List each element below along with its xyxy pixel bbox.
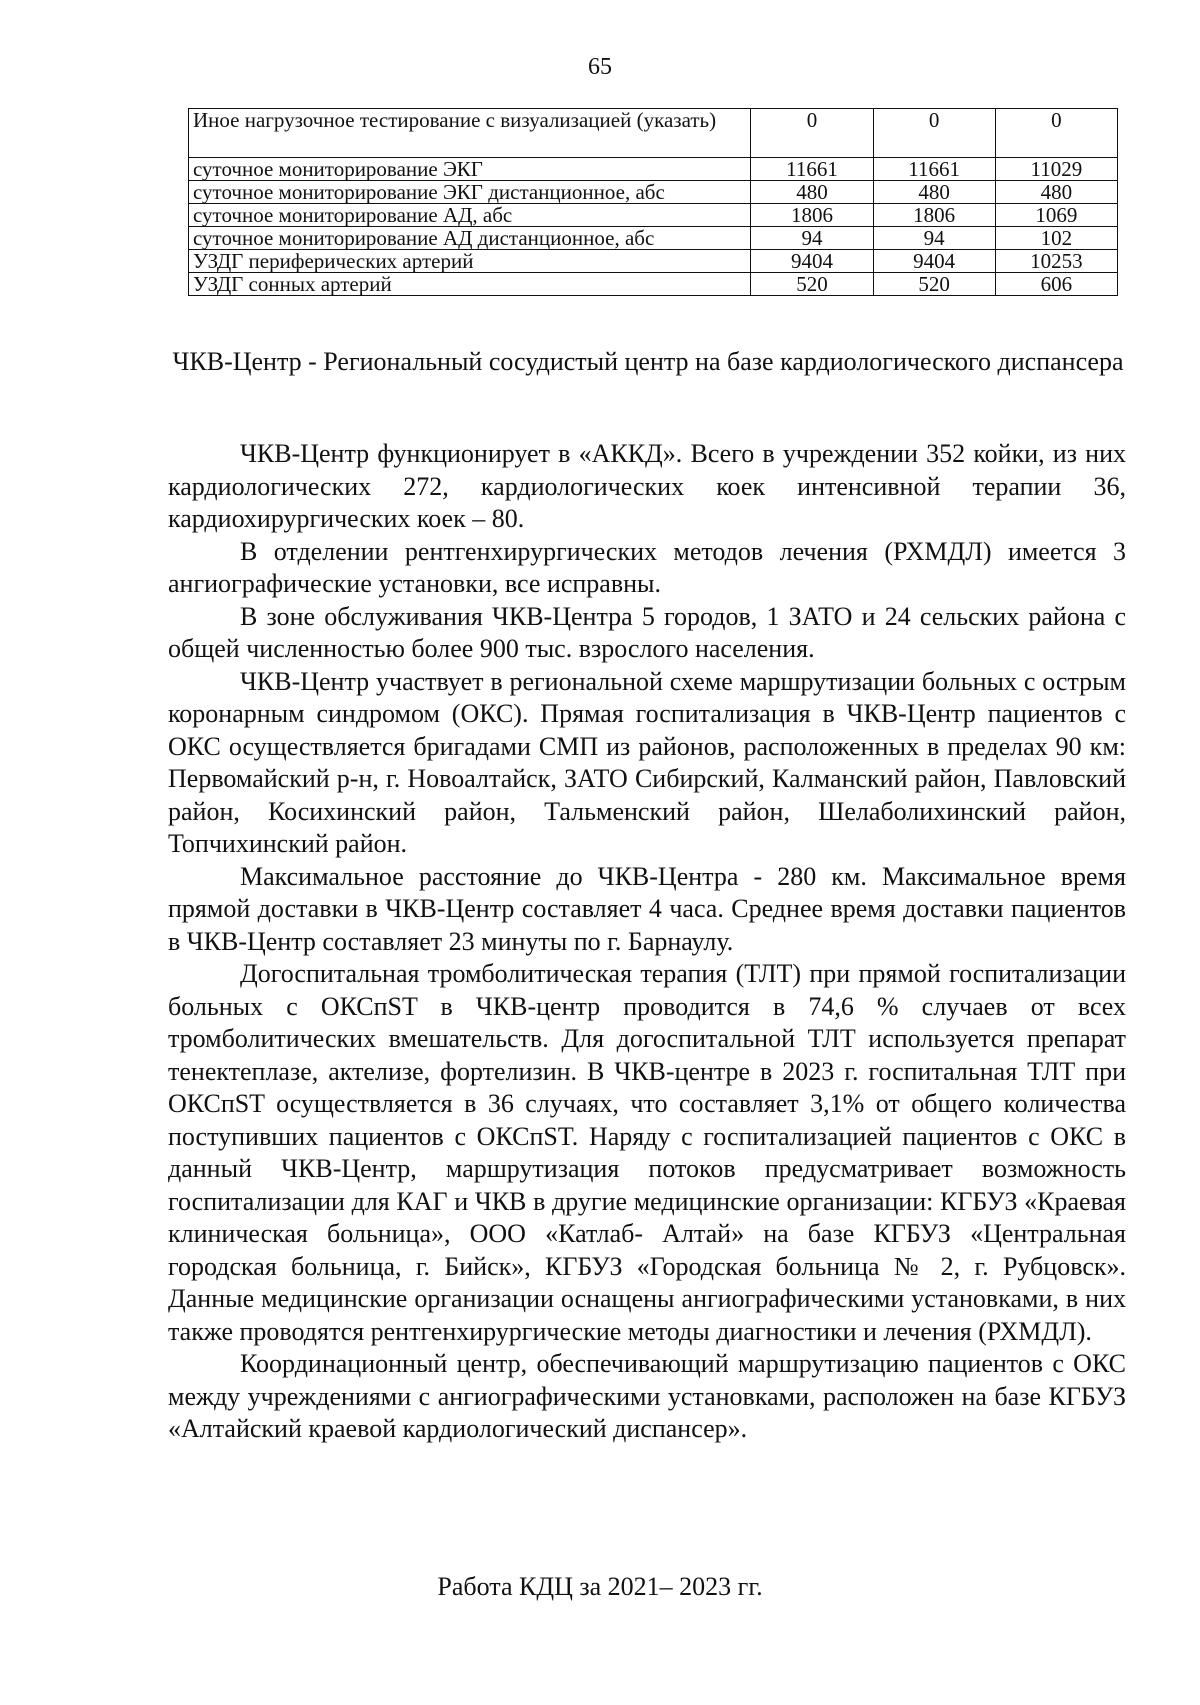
paragraph: В зоне обслуживания ЧКВ-Центра 5 городов, 1 ЗАТО и 24 сельских района с общей численностью более 900 тыс. взрослого населения. (168, 601, 1126, 663)
value-2021: 480 (751, 181, 873, 204)
paragraph: ЧКВ-Центр участвует в региональной схеме маршрутизации больных с острым коронарным синдромом (ОКС). Прямая госпитализация в ЧКВ-Центр пациентов с ОКС осуществляется бригадами СМП из районов, расположенных в пределах 90 км: Первомайский р-н, г. Новоалтайск, ЗАТО Сибирский, Калманский район, Павловский район, Косихинский район, Тальменский район, Шелаболихинский район, Топчихинский район. (168, 666, 1126, 858)
row-label: УЗДГ периферических артерий (189, 250, 751, 273)
paragraph: В отделении рентгенхирургических методов лечения (РХМДЛ) имеется 3 ангиографические установки, все исправны. (168, 536, 1126, 598)
table-row (189, 158, 1118, 181)
table-row (189, 109, 1118, 158)
value-2021: 0 (751, 109, 873, 158)
body-text (168, 438, 1126, 1446)
paragraph: Догоспитальная тромболитическая терапия (ТЛТ) при прямой госпитализации больных с ОКСпST в ЧКВ-центр проводится в 74,6 % случаев от всех тромболитических вмешательств. Для догоспитальной ТЛТ используется препарат тенектеплазе, актелизе, фортелизин. В ЧКВ-центре в 2023 г. госпитальная ТЛТ при ОКСпST осуществляется в 36 случаях, что составляет 3,1% от общего количества поступивших пациентов с ОКСпST. Наряду с госпитализацией пациентов с ОКС в данный ЧКВ-Центр, маршрутизация потоков предусматривает возможность госпитализации для КАГ и ЧКВ в другие медицинские организации: КГБУЗ «Краевая клиническая больница», ООО «Катлаб- Алтай» на базе КГБУЗ «Центральная городская больница, г. Бийск», КГБУЗ «Городская больница № 2, г. Рубцовск». Данные медицинские организации оснащены ангиографическими установками, в них также проводятся рентгенхирургические методы диагностики и лечения (РХМДЛ). (168, 959, 1126, 1346)
value-2022: 480 (873, 181, 995, 204)
value-2022: 520 (873, 273, 995, 296)
value-2023: 1069 (995, 204, 1117, 227)
value-2022: 94 (873, 227, 995, 250)
value-2022: 0 (873, 109, 995, 158)
value-2021: 94 (751, 227, 873, 250)
row-label: УЗДГ сонных артерий (189, 273, 751, 296)
row-label: суточное мониторирование АД дистанционное, абс (189, 227, 751, 250)
value-2023: 102 (995, 227, 1117, 250)
diagnostics-table (188, 108, 1118, 296)
value-2021: 11661 (751, 158, 873, 181)
row-label: суточное мониторирование АД, абс (189, 204, 751, 227)
value-2023: 480 (995, 181, 1117, 204)
value-2022: 9404 (873, 250, 995, 273)
value-2022: 11661 (873, 158, 995, 181)
paragraph: Координационный центр, обеспечивающий маршрутизацию пациентов с ОКС между учреждениями с ангиографическими установками, расположен на базе КГБУЗ «Алтайский краевой кардиологический диспансер». (168, 1349, 1126, 1443)
table-row (189, 250, 1118, 273)
table-row (189, 204, 1118, 227)
paragraph: Максимальное расстояние до ЧКВ-Центра - 280 км. Максимальное время прямой доставки в ЧКВ-Центр составляет 4 часа. Среднее время доставки пациентов в ЧКВ-Центр составляет 23 минуты по г. Барнаулу. (168, 861, 1126, 956)
page-number: 65 (588, 54, 612, 80)
row-label: суточное мониторирование ЭКГ дистанционное, абс (189, 181, 751, 204)
value-2022: 1806 (873, 204, 995, 227)
table-row (189, 181, 1118, 204)
section-heading: ЧКВ-Центр - Региональный сосудистый центр на базе кардиологического диспансера (172, 347, 1124, 376)
footer-heading: Работа КДЦ за 2021– 2023 гг. (437, 1572, 763, 1601)
value-2021: 1806 (751, 204, 873, 227)
value-2023: 10253 (995, 250, 1117, 273)
value-2023: 11029 (995, 158, 1117, 181)
table-row (189, 227, 1118, 250)
table-row (189, 273, 1118, 296)
value-2023: 606 (995, 273, 1117, 296)
row-label: Иное нагрузочное тестирование с визуализацией (указать) (189, 109, 751, 158)
row-label: суточное мониторирование ЭКГ (189, 158, 751, 181)
value-2021: 520 (751, 273, 873, 296)
paragraph: ЧКВ-Центр функционирует в «АККД». Всего в учреждении 352 койки, из них кардиологических 272, кардиологических коек интенсивной терапии 36, кардиохирургических коек – 80. (168, 439, 1126, 533)
value-2021: 9404 (751, 250, 873, 273)
value-2023: 0 (995, 109, 1117, 158)
